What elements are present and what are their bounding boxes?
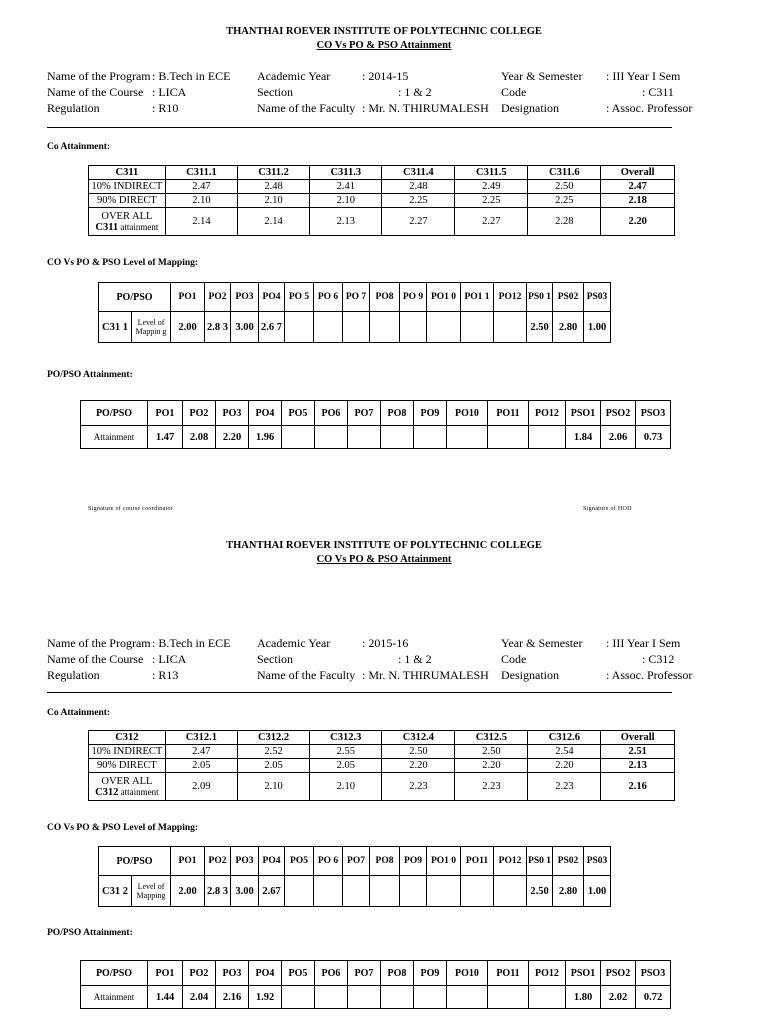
- co-header-cell: Overall: [601, 731, 675, 745]
- po-row-label: Attainment: [81, 986, 148, 1009]
- mapping-heading: CO Vs PO & PSO Level of Mapping:: [47, 823, 199, 833]
- po-attainment-row: [81, 986, 671, 1009]
- co-header-cell: C312.5: [455, 731, 528, 745]
- course-label: Name of the Course: [47, 85, 144, 99]
- co-row: [89, 759, 675, 773]
- institute-title: THANTHAI ROEVER INSTITUTE OF POLYTECHNIC COLLEGE: [226, 26, 542, 37]
- po-header-cell: PSO2: [601, 961, 636, 986]
- co-value-cell: 2.54: [528, 745, 601, 759]
- mapping-table: [98, 846, 611, 907]
- co-value-cell: 2.25: [382, 194, 455, 208]
- co-value-cell: 2.27: [382, 208, 455, 236]
- po-header-cell: PO11: [488, 401, 529, 426]
- po-header-cell: PSO2: [601, 401, 636, 426]
- co-header-cell: C312.1: [165, 731, 237, 745]
- mapping-value-cell: 2.00: [171, 876, 205, 907]
- co-value-cell: 2.25: [528, 194, 601, 208]
- po-header-cell: PO7: [348, 961, 381, 986]
- attainment-word: attainment: [118, 786, 159, 797]
- attainment-word: attainment: [118, 221, 159, 232]
- co-value-cell: 2.48: [238, 180, 310, 194]
- co-value-cell: 2.50: [382, 745, 455, 759]
- po-header-cell: PO1: [148, 401, 183, 426]
- faculty-label: Name of the Faculty: [257, 668, 356, 682]
- co-value-cell: 2.25: [455, 194, 528, 208]
- co-value-cell: 2.13: [601, 759, 675, 773]
- divider-line: [47, 692, 672, 693]
- po-value-cell: [447, 986, 488, 1009]
- mapping-table: [98, 282, 611, 343]
- co-value-cell: 2.20: [455, 759, 528, 773]
- po-header-cell: PO/PSO: [81, 961, 148, 986]
- po-value-cell: 0.72: [636, 986, 671, 1009]
- co-value-cell: 2.27: [455, 208, 528, 236]
- po-value-cell: 2.16: [216, 986, 249, 1009]
- mapping-value-cell: 2.67: [259, 876, 285, 907]
- co-value-cell: 2.48: [382, 180, 455, 194]
- po-header-cell: PO10: [447, 961, 488, 986]
- po-value-cell: 2.04: [183, 986, 216, 1009]
- course-code: C311: [95, 221, 119, 233]
- mapping-header-cell: PO7: [343, 847, 370, 876]
- po-header-cell: PO4: [249, 401, 282, 426]
- po-header-cell: PO11: [488, 961, 529, 986]
- academic-year-label: Academic Year: [257, 636, 331, 650]
- po-header-cell: PO7: [348, 401, 381, 426]
- mapping-value-cell: 2.80: [553, 876, 584, 907]
- co-header-cell: Overall: [601, 166, 675, 180]
- designation-label: Designation: [501, 668, 559, 682]
- co-value-cell: 2.20: [382, 759, 455, 773]
- co-header-cell: C311.6: [528, 166, 601, 180]
- po-value-cell: 1.84: [566, 426, 601, 449]
- section-value: : 1 & 2: [398, 85, 432, 99]
- co-value-cell: 2.52: [237, 745, 309, 759]
- mapping-value-cell: [370, 312, 400, 343]
- po-header-cell: PO10: [447, 401, 488, 426]
- signature-coordinator: Signature of course coordinator: [88, 506, 174, 512]
- co-value-cell: 2.05: [165, 759, 237, 773]
- mapping-value-cell: 1.00: [584, 876, 611, 907]
- mapping-header-cell: PO12: [494, 847, 527, 876]
- po-value-cell: [381, 986, 414, 1009]
- mapping-header-cell: PO8: [370, 283, 400, 312]
- co-value-cell: 2.20: [601, 208, 675, 236]
- po-value-cell: 0.73: [636, 426, 671, 449]
- mapping-heading: CO Vs PO & PSO Level of Mapping:: [47, 258, 199, 268]
- co-row: [89, 180, 675, 194]
- co-value-cell: 2.23: [455, 773, 528, 801]
- co-row: [89, 194, 675, 208]
- academic-year-value: : 2014-15: [362, 69, 409, 83]
- co-value-cell: 2.49: [455, 180, 528, 194]
- mapping-header-cell: PS0 1: [527, 847, 553, 876]
- regulation-label: Regulation: [47, 101, 100, 115]
- po-header-cell: PO6: [315, 401, 348, 426]
- co-value-cell: 2.23: [382, 773, 455, 801]
- co-attainment-table: [88, 730, 675, 801]
- po-header-cell: PSO1: [566, 401, 601, 426]
- co-row-label: [89, 208, 166, 236]
- mapping-value-cell: [461, 876, 494, 907]
- co-row: [89, 745, 675, 759]
- co-header-cell: C311.1: [165, 166, 237, 180]
- mapping-value-cell: 2.00: [171, 312, 205, 343]
- mapping-row: [99, 876, 611, 907]
- mapping-header-cell: PS0 1: [527, 283, 553, 312]
- section-value: : 1 & 2: [398, 652, 432, 666]
- section-label: Section: [257, 85, 293, 99]
- co-value-cell: 2.05: [310, 759, 382, 773]
- po-attainment-heading: PO/PSO Attainment:: [47, 928, 133, 938]
- po-attainment-table: [80, 960, 671, 1009]
- co-row: [89, 208, 675, 236]
- divider-line: [47, 127, 672, 128]
- mapping-header-cell: PO 5: [285, 283, 314, 312]
- mapping-value-cell: [494, 312, 527, 343]
- co-value-cell: 2.47: [601, 180, 675, 194]
- mapping-header-cell: PO5: [285, 847, 314, 876]
- po-value-cell: 1.44: [148, 986, 183, 1009]
- po-value-cell: 1.92: [249, 986, 282, 1009]
- po-header-cell: PO5: [282, 961, 315, 986]
- po-value-cell: 2.06: [601, 426, 636, 449]
- po-header-cell: PO4: [249, 961, 282, 986]
- course-value: : LICA: [152, 85, 187, 99]
- mapping-value-cell: [314, 312, 343, 343]
- co-header-cell: C312.4: [382, 731, 455, 745]
- co-attainment-table: [88, 165, 675, 236]
- po-value-cell: [529, 986, 566, 1009]
- po-value-cell: [414, 986, 447, 1009]
- mapping-header-cell: PO/PSO: [99, 847, 171, 876]
- po-value-cell: [315, 986, 348, 1009]
- document-subtitle: CO Vs PO & PSO Attainment: [316, 40, 452, 51]
- mapping-header-cell: PO/PSO: [99, 283, 171, 312]
- po-value-cell: 2.08: [183, 426, 216, 449]
- mapping-header-cell: PO 6: [314, 847, 343, 876]
- po-value-cell: [282, 426, 315, 449]
- co-value-cell: 2.50: [455, 745, 528, 759]
- co-header-cell: C312.3: [310, 731, 382, 745]
- mapping-header-cell: PO1: [171, 283, 205, 312]
- mapping-course-cell: C31 1: [99, 312, 132, 343]
- mapping-header-cell: PS03: [584, 847, 611, 876]
- mapping-value-cell: [427, 876, 461, 907]
- po-value-cell: [348, 426, 381, 449]
- mapping-value-cell: [494, 876, 527, 907]
- designation-label: Designation: [501, 101, 559, 115]
- co-value-cell: 2.10: [165, 194, 237, 208]
- program-label: Name of the Program: [47, 636, 151, 650]
- mapping-header-cell: PO3: [231, 283, 259, 312]
- mapping-header-cell: PO 9: [400, 283, 427, 312]
- co-header-cell: C311.5: [455, 166, 528, 180]
- co-value-cell: 2.09: [165, 773, 237, 801]
- co-row-label: [89, 773, 166, 801]
- co-header-cell: C312.6: [528, 731, 601, 745]
- po-value-cell: [315, 426, 348, 449]
- po-header-cell: PSO3: [636, 961, 671, 986]
- co-value-cell: 2.51: [601, 745, 675, 759]
- mapping-header-cell: PO1: [171, 847, 205, 876]
- mapping-header-cell: PO1 0: [427, 847, 461, 876]
- po-value-cell: 1.96: [249, 426, 282, 449]
- co-row: [89, 773, 675, 801]
- po-header-cell: PO3: [216, 401, 249, 426]
- mapping-header-cell: PO4: [259, 283, 285, 312]
- program-value: : B.Tech in ECE: [152, 69, 231, 83]
- co-value-cell: 2.13: [310, 208, 382, 236]
- co-value-cell: 2.47: [165, 180, 237, 194]
- po-value-cell: 1.80: [566, 986, 601, 1009]
- po-value-cell: [488, 426, 529, 449]
- year-sem-label: Year & Semester: [501, 636, 583, 650]
- designation-value: : Assoc. Professor: [606, 101, 693, 115]
- po-header-cell: PSO3: [636, 401, 671, 426]
- po-value-cell: [488, 986, 529, 1009]
- co-value-cell: 2.14: [165, 208, 237, 236]
- co-value-cell: 2.41: [310, 180, 382, 194]
- co-value-cell: 2.10: [237, 773, 309, 801]
- program-value: : B.Tech in ECE: [152, 636, 231, 650]
- section-label: Section: [257, 652, 293, 666]
- designation-value: : Assoc. Professor: [606, 668, 693, 682]
- co-row-label: 10% INDIRECT: [89, 745, 166, 759]
- academic-year-value: : 2015-16: [362, 636, 409, 650]
- mapping-value-cell: [314, 876, 343, 907]
- code-label: Code: [501, 652, 527, 666]
- year-sem-value: : III Year I Sem: [606, 636, 681, 650]
- co-row-label: 90% DIRECT: [89, 759, 166, 773]
- co-value-cell: 2.50: [528, 180, 601, 194]
- mapping-value-cell: 2.8 3: [205, 876, 231, 907]
- po-header-cell: PO6: [315, 961, 348, 986]
- po-value-cell: [414, 426, 447, 449]
- year-sem-value: : III Year I Sem: [606, 69, 681, 83]
- regulation-value: : R10: [152, 101, 179, 115]
- co-value-cell: 2.23: [528, 773, 601, 801]
- co-header-cell: C311.2: [238, 166, 310, 180]
- mapping-value-cell: [427, 312, 461, 343]
- mapping-header-cell: PO 6: [314, 283, 343, 312]
- po-header-cell: PO3: [216, 961, 249, 986]
- document-subtitle: CO Vs PO & PSO Attainment: [316, 554, 452, 565]
- po-header-cell: PO2: [183, 401, 216, 426]
- co-attainment-heading: Co Attainment:: [47, 142, 111, 152]
- po-header-cell: PO8: [381, 961, 414, 986]
- regulation-label: Regulation: [47, 668, 100, 682]
- faculty-value: : Mr. N. THIRUMALESH: [362, 668, 489, 682]
- mapping-value-cell: 3.00: [231, 312, 259, 343]
- co-value-cell: 2.18: [601, 194, 675, 208]
- co-value-cell: 2.55: [310, 745, 382, 759]
- mapping-value-cell: [343, 312, 370, 343]
- academic-year-label: Academic Year: [257, 69, 331, 83]
- mapping-value-cell: [285, 876, 314, 907]
- mapping-row: [99, 312, 611, 343]
- co-attainment-heading: Co Attainment:: [47, 708, 111, 718]
- mapping-value-cell: [400, 312, 427, 343]
- institute-title: THANTHAI ROEVER INSTITUTE OF POLYTECHNIC COLLEGE: [226, 540, 542, 551]
- mapping-header-cell: PO12: [494, 283, 527, 312]
- code-label: Code: [501, 85, 527, 99]
- mapping-header-cell: PO2: [205, 847, 231, 876]
- mapping-value-cell: [461, 312, 494, 343]
- mapping-value-cell: [400, 876, 427, 907]
- co-row-label: 90% DIRECT: [89, 194, 166, 208]
- faculty-label: Name of the Faculty: [257, 101, 356, 115]
- co-value-cell: 2.28: [528, 208, 601, 236]
- po-value-cell: 2.20: [216, 426, 249, 449]
- code-value: : C312: [642, 652, 675, 666]
- mapping-header-cell: PO8: [370, 847, 400, 876]
- po-header-cell: PO9: [414, 961, 447, 986]
- co-header-cell: C311.4: [382, 166, 455, 180]
- co-value-cell: 2.14: [238, 208, 310, 236]
- mapping-level-cell: Level of Mappin g: [132, 312, 171, 343]
- mapping-header-cell: PO9: [400, 847, 427, 876]
- po-value-cell: [348, 986, 381, 1009]
- mapping-level-cell: Level of Mapping: [132, 876, 171, 907]
- year-sem-label: Year & Semester: [501, 69, 583, 83]
- mapping-value-cell: [285, 312, 314, 343]
- mapping-value-cell: 3.00: [231, 876, 259, 907]
- mapping-value-cell: [343, 876, 370, 907]
- mapping-value-cell: 2.50: [527, 312, 553, 343]
- mapping-course-cell: C31 2: [99, 876, 132, 907]
- signature-hod: Signature of HOD: [583, 506, 632, 512]
- po-row-label: Attainment: [81, 426, 148, 449]
- faculty-value: : Mr. N. THIRUMALESH: [362, 101, 489, 115]
- mapping-header-cell: PO1 1: [461, 283, 494, 312]
- co-value-cell: 2.16: [601, 773, 675, 801]
- overall-label: OVER ALL: [101, 210, 153, 222]
- mapping-header-cell: PO11: [461, 847, 494, 876]
- po-header-cell: PSO1: [566, 961, 601, 986]
- po-attainment-table: [80, 400, 671, 449]
- co-row-label: 10% INDIRECT: [89, 180, 166, 194]
- mapping-header-cell: PO2: [205, 283, 231, 312]
- mapping-header-cell: PO4: [259, 847, 285, 876]
- mapping-value-cell: [370, 876, 400, 907]
- po-value-cell: [529, 426, 566, 449]
- mapping-value-cell: 2.6 7: [259, 312, 285, 343]
- po-value-cell: [282, 986, 315, 1009]
- po-header-cell: PO/PSO: [81, 401, 148, 426]
- co-value-cell: 2.47: [165, 745, 237, 759]
- overall-label: OVER ALL: [101, 775, 153, 787]
- co-value-cell: 2.10: [310, 194, 382, 208]
- po-attainment-heading: PO/PSO Attainment:: [47, 370, 133, 380]
- mapping-header-cell: PO3: [231, 847, 259, 876]
- mapping-header-cell: PS03: [584, 283, 611, 312]
- program-label: Name of the Program: [47, 69, 151, 83]
- po-header-cell: PO12: [529, 401, 566, 426]
- course-value: : LICA: [152, 652, 187, 666]
- co-value-cell: 2.10: [238, 194, 310, 208]
- po-value-cell: [381, 426, 414, 449]
- course-code: C312: [95, 786, 119, 798]
- co-header-cell: C311: [89, 166, 166, 180]
- po-header-cell: PO2: [183, 961, 216, 986]
- regulation-value: : R13: [152, 668, 179, 682]
- mapping-header-cell: PS02: [553, 283, 584, 312]
- mapping-header-cell: PO1 0: [427, 283, 461, 312]
- mapping-header-cell: PO 7: [343, 283, 370, 312]
- mapping-value-cell: 2.80: [553, 312, 584, 343]
- mapping-value-cell: 1.00: [584, 312, 611, 343]
- course-label: Name of the Course: [47, 652, 144, 666]
- co-header-cell: C311.3: [310, 166, 382, 180]
- mapping-value-cell: 2.8 3: [205, 312, 231, 343]
- co-header-cell: C312: [89, 731, 166, 745]
- code-value: : C311: [642, 85, 674, 99]
- po-attainment-row: [81, 426, 671, 449]
- co-value-cell: 2.10: [310, 773, 382, 801]
- mapping-value-cell: 2.50: [527, 876, 553, 907]
- po-header-cell: PO5: [282, 401, 315, 426]
- co-value-cell: 2.05: [237, 759, 309, 773]
- po-value-cell: [447, 426, 488, 449]
- co-value-cell: 2.20: [528, 759, 601, 773]
- po-value-cell: 2.02: [601, 986, 636, 1009]
- po-header-cell: PO12: [529, 961, 566, 986]
- po-header-cell: PO9: [414, 401, 447, 426]
- co-header-cell: C312.2: [237, 731, 309, 745]
- po-value-cell: 1.47: [148, 426, 183, 449]
- po-header-cell: PO8: [381, 401, 414, 426]
- po-header-cell: PO1: [148, 961, 183, 986]
- mapping-header-cell: PS02: [553, 847, 584, 876]
